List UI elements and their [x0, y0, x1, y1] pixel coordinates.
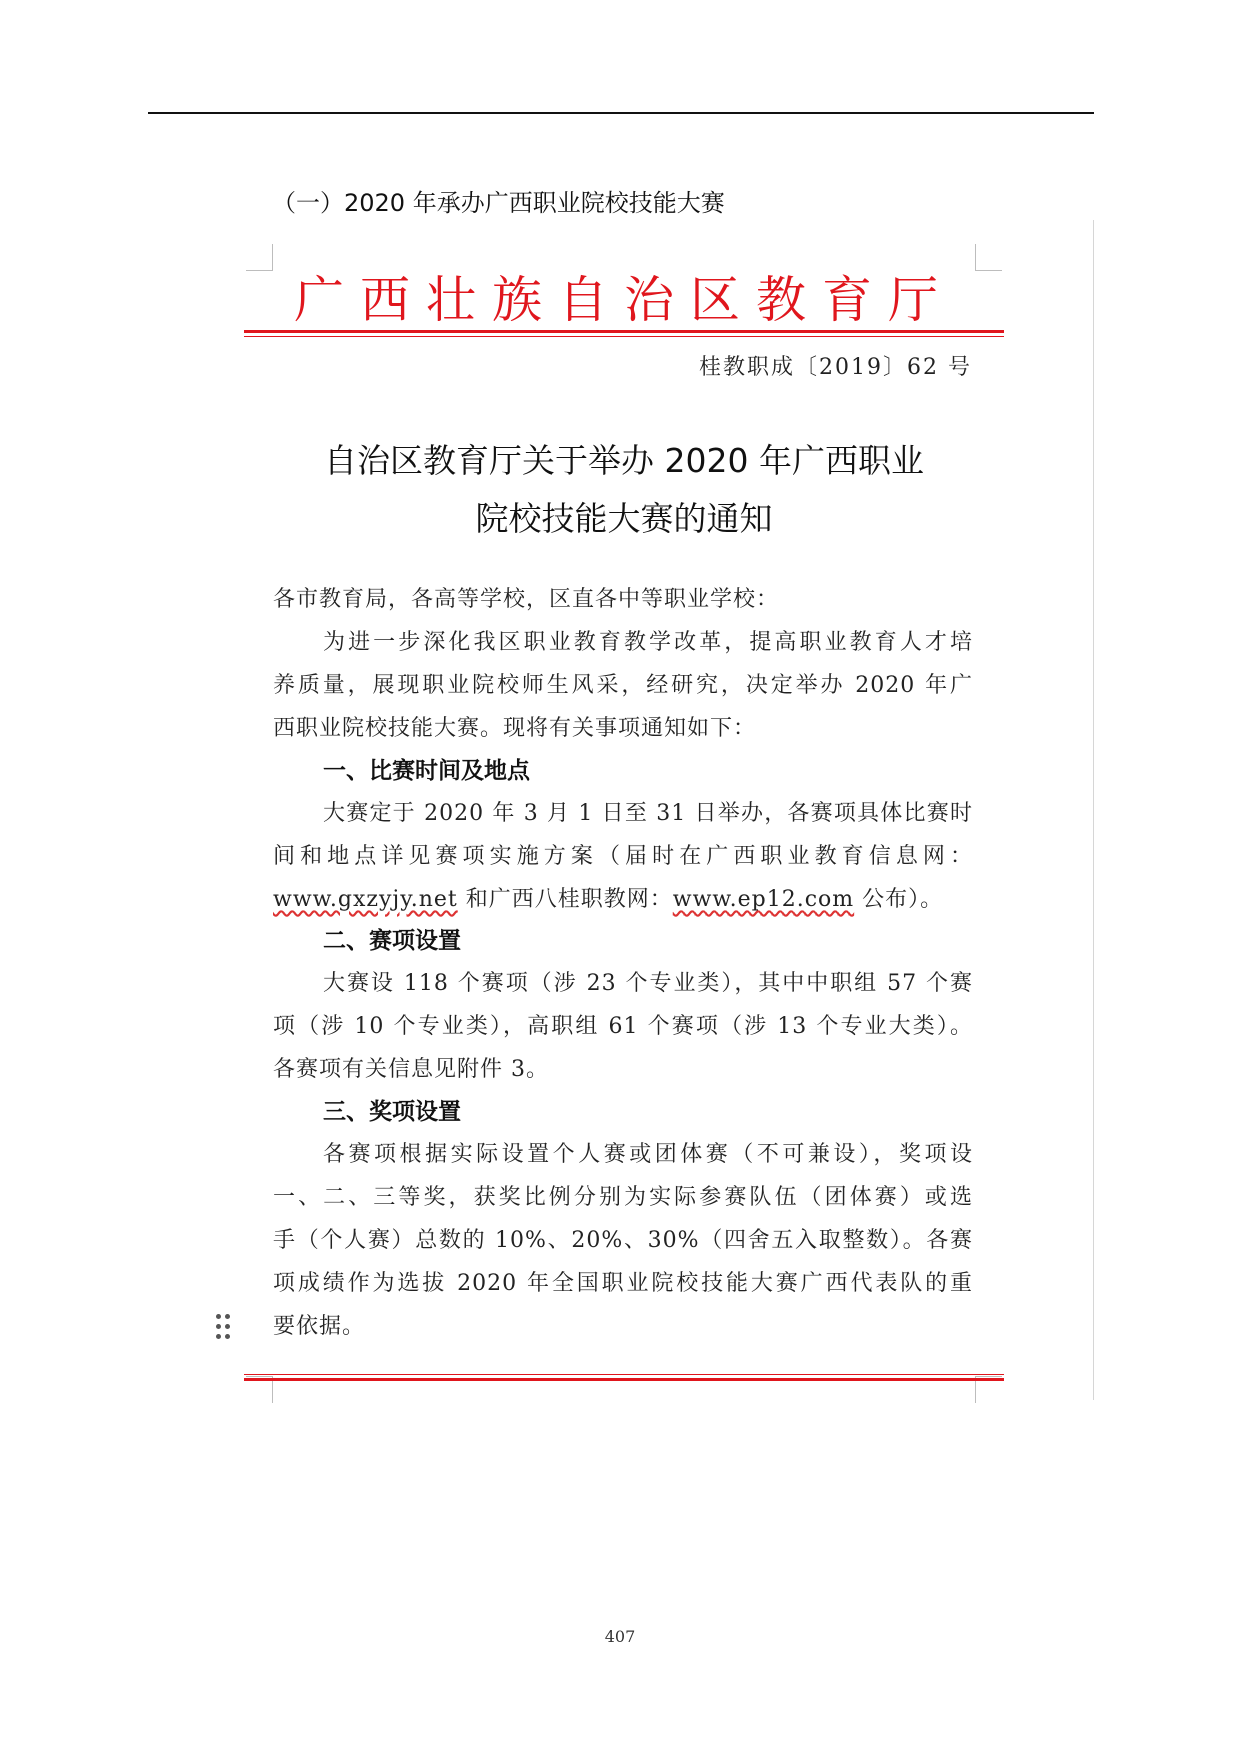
- section-3-line-3: 手（个人赛）总数的 10%、20%、30%（四舍五入取整数）。各赛: [273, 1228, 973, 1253]
- section-3-heading: 三、奖项设置: [323, 1099, 461, 1125]
- embedded-page-edge: [1093, 220, 1094, 1400]
- issuing-authority-header: 广西壮族自治区教育厅: [294, 271, 954, 329]
- page-number: 407: [604, 1627, 636, 1646]
- intro-line-2: 养质量，展现职业院校师生风采，经研究，决定举办 2020 年广: [273, 673, 973, 698]
- section-1-line-1: 大赛定于 2020 年 3 月 1 日至 31 日举办，各赛项具体比赛时: [323, 801, 973, 826]
- section-1-line-2: 间和地点详见赛项实施方案（届时在广西职业教育信息网：: [273, 844, 973, 869]
- footer-red-rule: [244, 1378, 1004, 1381]
- header-red-rule-thin: [244, 336, 1004, 337]
- section-3-line-5: 要依据。: [273, 1314, 366, 1339]
- section-2-line-1: 大赛设 118 个赛项（涉 23 个专业类），其中中职组 57 个赛: [323, 971, 973, 996]
- header-red-rule: [244, 330, 1004, 333]
- section-3-line-2: 一、二、三等奖，获奖比例分别为实际参赛队伍（团体赛）或选: [273, 1185, 973, 1210]
- salutation: 各市教育局，各高等学校，区直各中等职业学校：: [273, 587, 780, 612]
- document-number: 桂教职成〔2019〕62 号: [699, 355, 972, 380]
- footer-red-rule-thin: [244, 1374, 1004, 1375]
- section-1-paragraph: [273, 792, 973, 921]
- section-1-line-3-tail: 公布）。: [854, 887, 944, 912]
- section-1-heading: 一、比赛时间及地点: [323, 758, 530, 784]
- intro-paragraph: [273, 621, 973, 750]
- salutation-block: [273, 578, 973, 621]
- intro-line-3: 西职业院校技能大赛。现将有关事项通知如下：: [273, 716, 757, 741]
- section-2-paragraph: [273, 962, 973, 1091]
- notice-title-line-1: 自治区教育厅关于举办 2020 年广西职业: [324, 441, 924, 480]
- section-2-line-2: 项（涉 10 个专业类），高职组 61 个赛项（涉 13 个专业大类）。: [273, 1014, 973, 1039]
- intro-line-1: 为进一步深化我区职业教育教学改革，提高职业教育人才培: [323, 630, 973, 655]
- notice-title-line-2: 院校技能大赛的通知: [475, 499, 773, 538]
- page-top-rule: [148, 112, 1094, 114]
- gxzyjy-link[interactable]: www.gxzyjy.net: [273, 887, 458, 912]
- section-3-line-4: 项成绩作为选拔 2020 年全国职业院校技能大赛广西代表队的重: [273, 1271, 973, 1296]
- drag-handle-icon[interactable]: [214, 1312, 234, 1342]
- section-1-line-3-mid: 和广西八桂职教网：: [457, 887, 673, 912]
- notice-title: [244, 432, 1004, 548]
- section-2-line-3: 各赛项有关信息见附件 3。: [273, 1057, 549, 1082]
- section-3-line-1: 各赛项根据实际设置个人赛或团体赛（不可兼设），奖项设: [323, 1142, 973, 1167]
- section-1-line-3: [273, 878, 973, 921]
- section-2-heading: 二、赛项设置: [323, 928, 461, 954]
- ep12-link[interactable]: www.ep12.com: [672, 887, 855, 912]
- section-title: （一）2020 年承办广西职业院校技能大赛: [272, 189, 725, 217]
- section-3-paragraph: [273, 1133, 973, 1348]
